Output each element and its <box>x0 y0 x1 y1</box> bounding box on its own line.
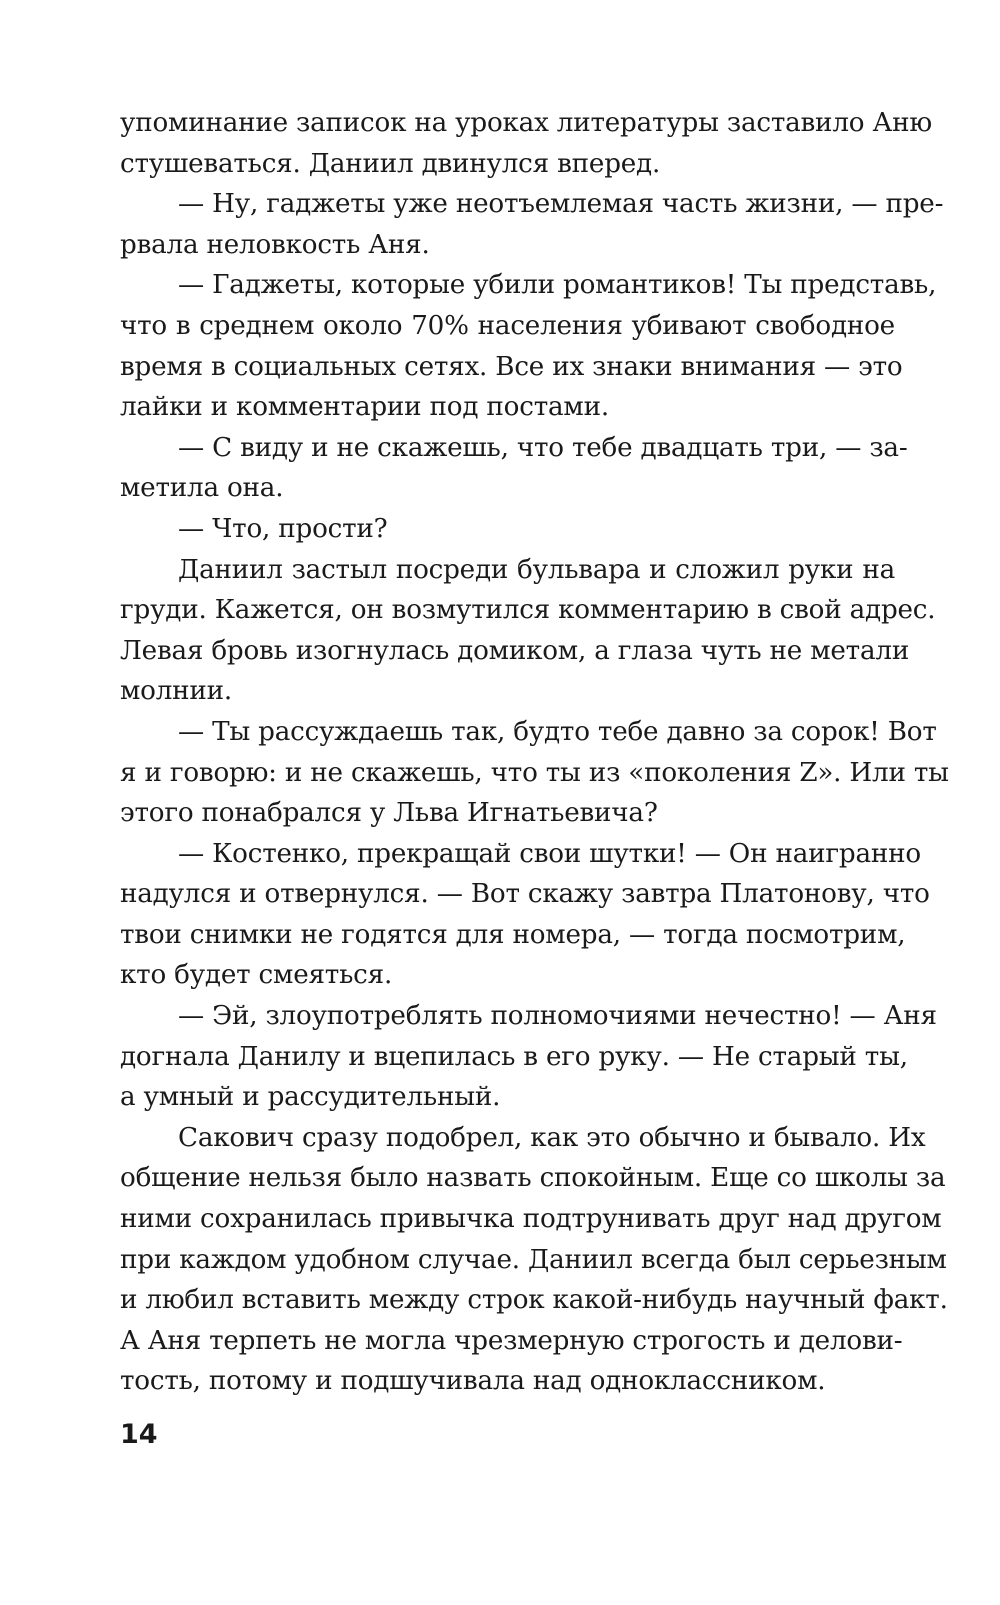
text-line: лайки и комментарии под постами. <box>120 392 609 423</box>
text-line: — Что, прости? <box>178 513 388 544</box>
text-line: кто будет смеяться. <box>120 960 393 991</box>
text-line: груди. Кажется, он возмутился комментарию в свой адрес. <box>120 595 936 626</box>
text-line: что в среднем около 70% населения убивают свободное <box>120 310 895 341</box>
text-line: — С виду и не скажешь, что тебе двадцать три, — за- <box>178 432 908 463</box>
text-line: ними сохранилась привычка подтрунивать друг над другом <box>120 1204 942 1235</box>
text-line: — Ты рассуждаешь так, будто тебе давно за сорок! Вот <box>178 716 937 747</box>
text-line: Левая бровь изогнулась домиком, а глаза чуть не метали <box>120 635 910 666</box>
text-line: метила она. <box>120 473 284 504</box>
text-line: время в социальных сетях. Все их знаки внимания — это <box>120 351 903 382</box>
text-line: стушеваться. Даниил двинулся вперед. <box>120 148 661 179</box>
text-line: Даниил застыл посреди бульвара и сложил руки на <box>178 554 895 585</box>
text-line: — Гаджеты, которые убили романтиков! Ты представь, <box>178 270 937 301</box>
text-line: а умный и рассудительный. <box>120 1082 501 1113</box>
text-line: при каждом удобном случае. Даниил всегда был серьезным <box>120 1244 947 1275</box>
text-line: тость, потому и подшучивала над одноклассником. <box>120 1366 826 1397</box>
text-line: я и говорю: и не скажешь, что ты из «поколения Z». Или ты <box>120 757 949 788</box>
text-line: — Ну, гаджеты уже неотъемлемая часть жизни, — пре- <box>178 189 944 220</box>
text-line: упоминание записок на уроках литературы заставило Аню <box>120 108 932 138</box>
text-line: молнии. <box>120 676 233 707</box>
text-line: этого понабрался у Льва Игнатьевича? <box>120 798 658 829</box>
text-line: общение нельзя было назвать спокойным. Еще со школы за <box>120 1163 946 1194</box>
text-line: догнала Данилу и вцепилась в его руку. — Не старый ты, <box>120 1041 908 1072</box>
text-line: — Эй, злоупотреблять полномочиями нечестно! — Аня <box>178 1001 937 1032</box>
text-line: — Костенко, прекращай свои шутки! — Он наигранно <box>178 838 921 869</box>
body-text <box>120 103 949 1402</box>
text-line: надулся и отвернулся. — Вот скажу завтра Платонову, что <box>120 879 930 910</box>
text-line: и любил вставить между строк какой-нибудь научный факт. <box>120 1285 948 1316</box>
text-line: А Аня терпеть не могла чрезмерную строгость и делови- <box>120 1325 903 1356</box>
text-line: рвала неловкость Аня. <box>120 229 430 260</box>
text-line: твои снимки не годятся для номера, — тогда посмотрим, <box>120 919 906 950</box>
text-line: Сакович сразу подобрел, как это обычно и бывало. Их <box>178 1122 926 1153</box>
page-number: 14 <box>120 1419 158 1450</box>
